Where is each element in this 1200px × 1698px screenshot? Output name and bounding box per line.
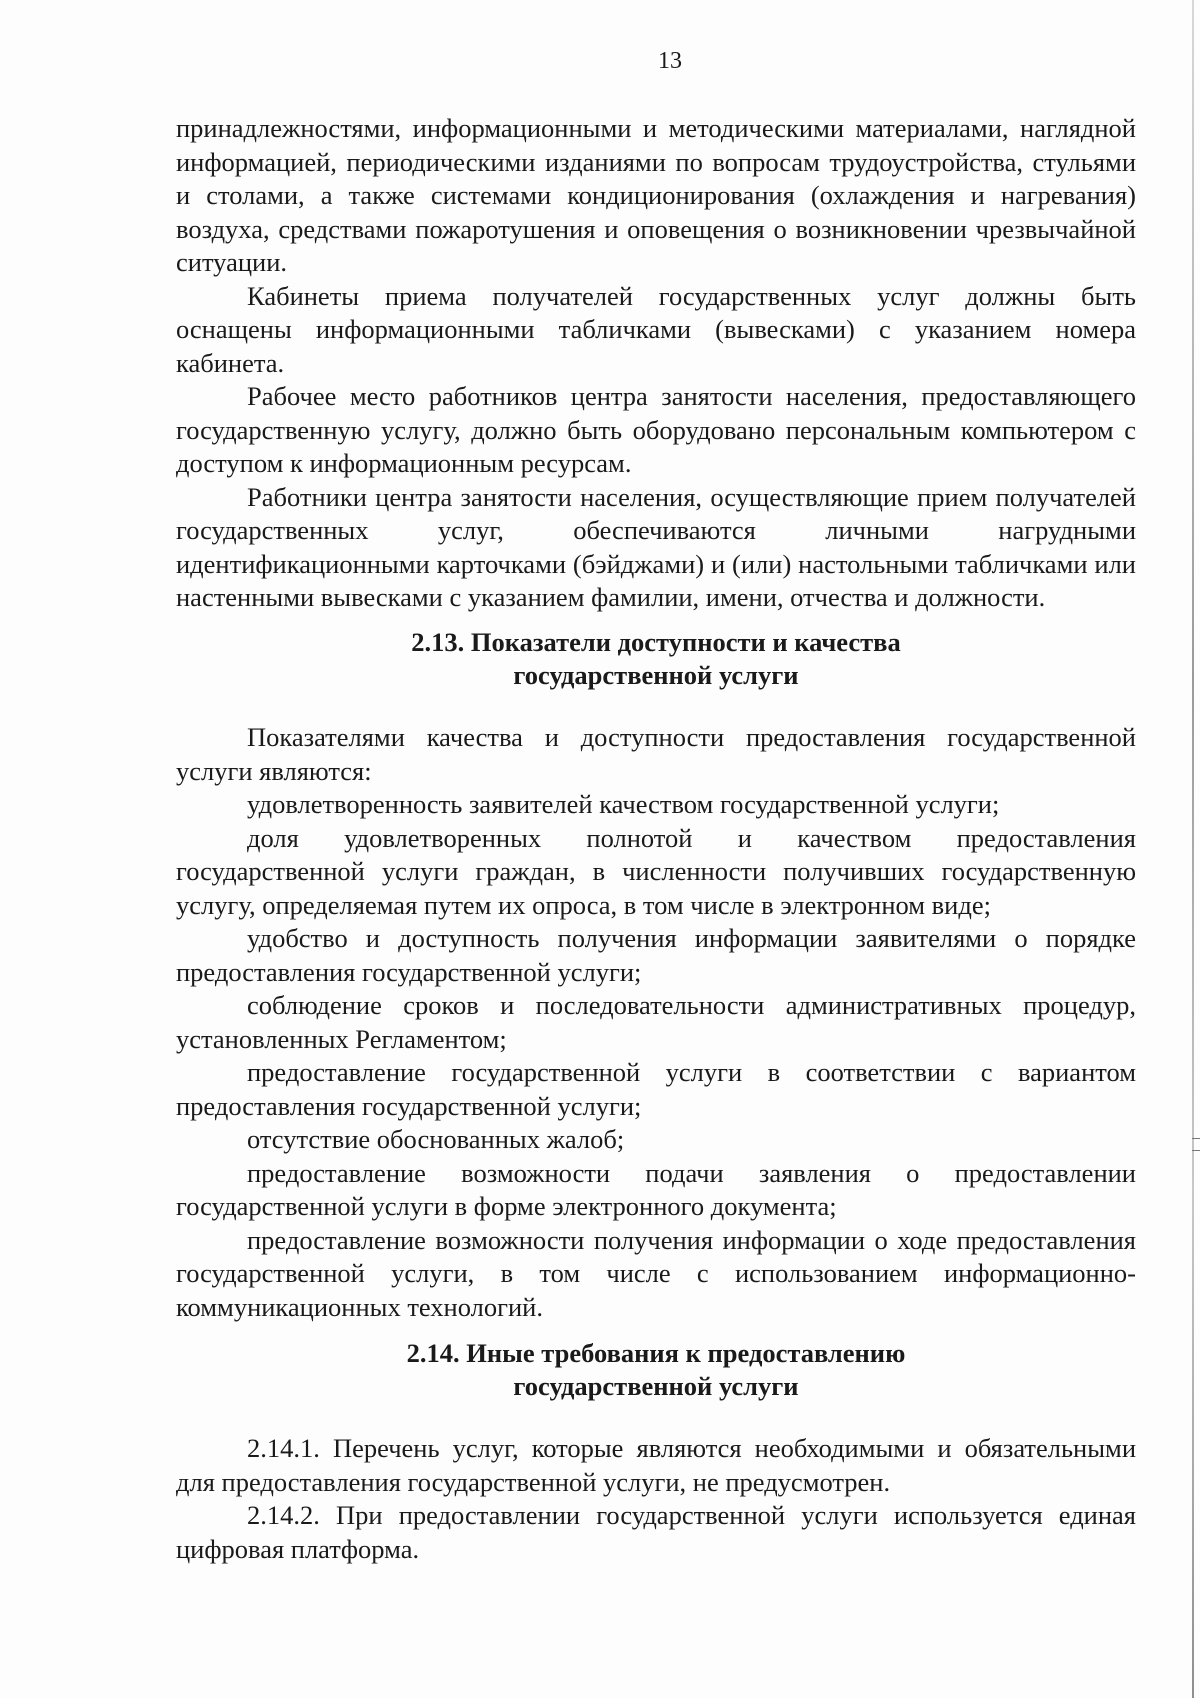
page-number: 13 bbox=[658, 48, 682, 74]
paragraph: 2.14.2. При предоставлении государственной услуги используется единая цифровая платформа. bbox=[176, 1500, 1136, 1564]
section-heading-line: 2.14. Иные требования к предоставлению bbox=[406, 1338, 906, 1368]
list-item: удовлетворенность заявителей качеством государственной услуги; bbox=[247, 789, 1000, 819]
paragraph: принадлежностями, информационными и методическими материалами, наглядной информацией, периодическими изданиями по вопросам трудоустройства, стульями и столами, а также системами кондиционирования (охлаждения и нагревания) воздуха, средствами пожаротушения и оповещения о возникновении чрезвычайной ситуации. bbox=[176, 113, 1136, 277]
section-heading-line: государственной услуги bbox=[513, 660, 799, 690]
scan-edge-mark bbox=[1192, 1138, 1200, 1139]
section-heading-2-14 bbox=[176, 1337, 1136, 1403]
list-item: предоставление государственной услуги в соответствии с вариантом предоставления государственной услуги; bbox=[176, 1057, 1136, 1121]
section-heading-line: государственной услуги bbox=[513, 1371, 799, 1401]
paragraph: Работники центра занятости населения, осуществляющие прием получателей государственных услуг, обеспечиваются личными нагрудными идентификационными карточками (бэйджами) и (или) настольными табличками или настенными вывесками с указанием фамилии, имени, отчества и должности. bbox=[176, 481, 1136, 612]
section-2-13-body bbox=[176, 721, 1136, 1324]
list-item: доля удовлетворенных полнотой и качеством предоставления государственной услуги граждан, в численности получивших государственную услугу, определяемая путем их опроса, в том числе в электронном виде; bbox=[176, 822, 1136, 920]
section-heading-line: 2.13. Показатели доступности и качества bbox=[411, 627, 901, 657]
scan-edge-line bbox=[1192, 0, 1194, 1698]
paragraph: Кабинеты приема получателей государственных услуг должны быть оснащены информационными табличками (вывесками) с указанием номера кабинета. bbox=[176, 280, 1136, 378]
paragraph: Рабочее место работников центра занятости населения, предоставляющего государственную услугу, должно быть оборудовано персональным компьютером с доступом к информационным ресурсам. bbox=[176, 381, 1136, 478]
section-2-14-body bbox=[176, 1432, 1136, 1566]
list-item: удобство и доступность получения информации заявителями о порядке предоставления государственной услуги; bbox=[176, 923, 1136, 987]
list-item: отсутствие обоснованных жалоб; bbox=[247, 1124, 625, 1154]
list-item: соблюдение сроков и последовательности административных процедур, установленных Регламентом; bbox=[176, 990, 1136, 1054]
section-heading-2-13 bbox=[176, 626, 1136, 692]
paragraph: Показателями качества и доступности предоставления государственной услуги являются: bbox=[176, 722, 1136, 786]
intro-text-block bbox=[176, 112, 1136, 615]
scan-edge-mark bbox=[1192, 1150, 1200, 1151]
list-item: предоставление возможности получения информации о ходе предоставления государственной услуги, в том числе с использованием информационно-коммуникационных технологий. bbox=[176, 1224, 1136, 1322]
paragraph: 2.14.1. Перечень услуг, которые являются необходимыми и обязательными для предоставления государственной услуги, не предусмотрен. bbox=[176, 1433, 1136, 1497]
list-item: предоставление возможности подачи заявления о предоставлении государственной услуги в форме электронного документа; bbox=[176, 1157, 1136, 1221]
